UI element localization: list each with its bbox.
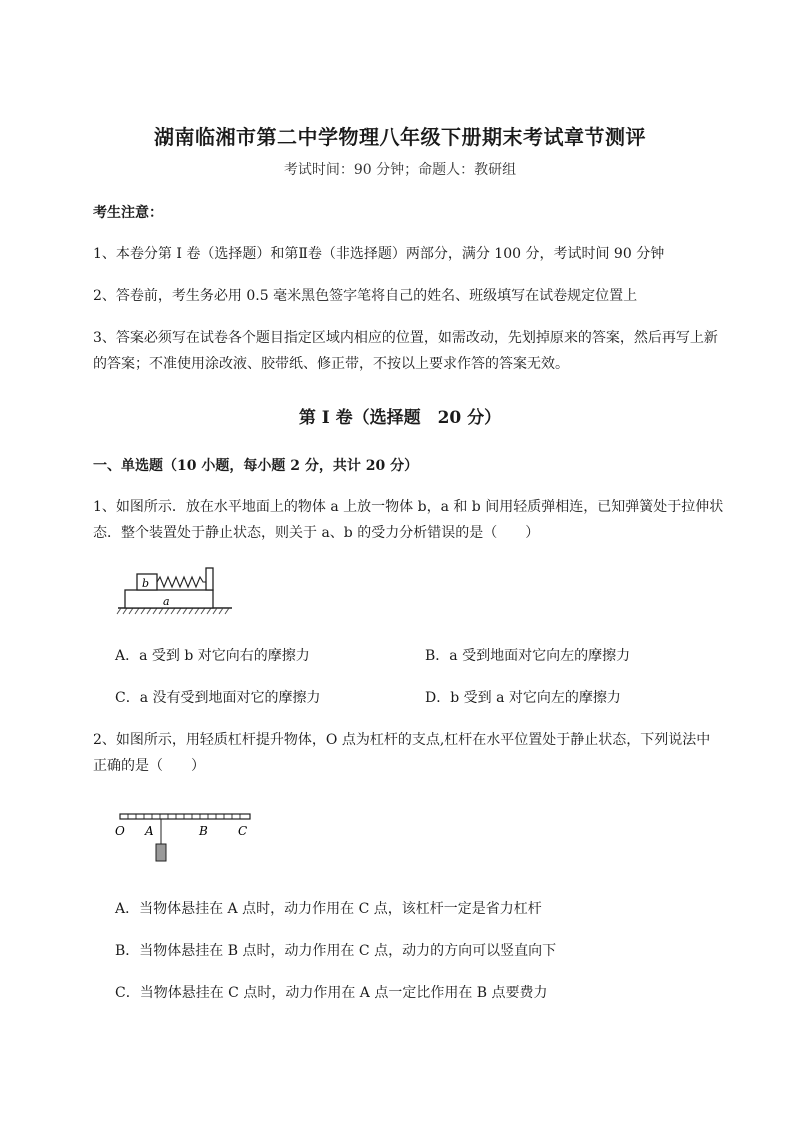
notice-item-1: 1、本卷分第 I 卷（选择题）和第Ⅱ卷（非选择题）两部分，满分 100 分，考试时间 90 分钟 [93, 246, 665, 262]
lever-label-c: C [238, 824, 248, 838]
question-2-option-a[interactable]: A．当物体悬挂在 A 点时，动力作用在 C 点，该杠杆一定是省力杠杆 [115, 901, 542, 917]
notice-heading: 考生注意： [93, 205, 163, 221]
lever-label-a: A [145, 824, 154, 838]
question-1-option-c[interactable]: C．a 没有受到地面对它的摩擦力 [115, 690, 321, 706]
section-title: 第 I 卷（选择题 20 分） [298, 408, 502, 428]
notice-item-3: 3、答案必须写在试卷各个题目指定区域内相应的位置，如需改动，先划掉原来的答案，然后再写上新 [93, 330, 718, 346]
question-2-figure [112, 808, 257, 866]
question-1-line-2: 态．整个装置处于静止状态，则关于 a、b 的受力分析错误的是（ ） [93, 525, 540, 541]
notice-item-2: 2、答卷前，考生务必用 0.5 毫米黑色签字笔将自己的姓名、班级填写在试卷规定位置上 [93, 288, 638, 304]
figure-label-a: a [163, 595, 170, 608]
question-1-option-b[interactable]: B．a 受到地面对它向左的摩擦力 [425, 648, 631, 664]
question-1-option-d[interactable]: D．b 受到 a 对它向左的摩擦力 [425, 690, 621, 706]
lever-label-b: B [199, 824, 208, 838]
lever-label-o: O [115, 824, 125, 838]
question-1-option-a[interactable]: A．a 受到 b 对它向右的摩擦力 [115, 648, 310, 664]
page-subtitle: 考试时间：90 分钟；命题人：教研组 [283, 162, 517, 178]
question-2-option-c[interactable]: C．当物体悬挂在 C 点时，动力作用在 A 点一定比作用在 B 点要费力 [115, 985, 548, 1001]
notice-item-3-cont: 的答案；不准使用涂改液、胶带纸、修正带，不按以上要求作答的答案无效。 [93, 356, 569, 372]
question-2-line-1: 2、如图所示，用轻质杠杆提升物体，O 点为杠杆的支点,杠杆在水平位置处于静止状态，下列说法中 [93, 732, 711, 748]
section-subheading: 一、单选题（10 小题，每小题 2 分，共计 20 分） [93, 458, 419, 474]
figure-label-b: b [142, 577, 150, 590]
question-1-figure [115, 560, 235, 622]
question-2-line-2: 正确的是（ ） [93, 758, 205, 774]
question-2-option-b[interactable]: B．当物体悬挂在 B 点时，动力作用在 C 点，动力的方向可以竖直向下 [115, 943, 557, 959]
page-title: 湖南临湘市第二中学物理八年级下册期末考试章节测评 [154, 125, 646, 149]
question-1-line-1: 1、如图所示．放在水平地面上的物体 a 上放一物体 b，a 和 b 间用轻质弹相连，已知弹簧处于拉伸状 [93, 499, 724, 515]
